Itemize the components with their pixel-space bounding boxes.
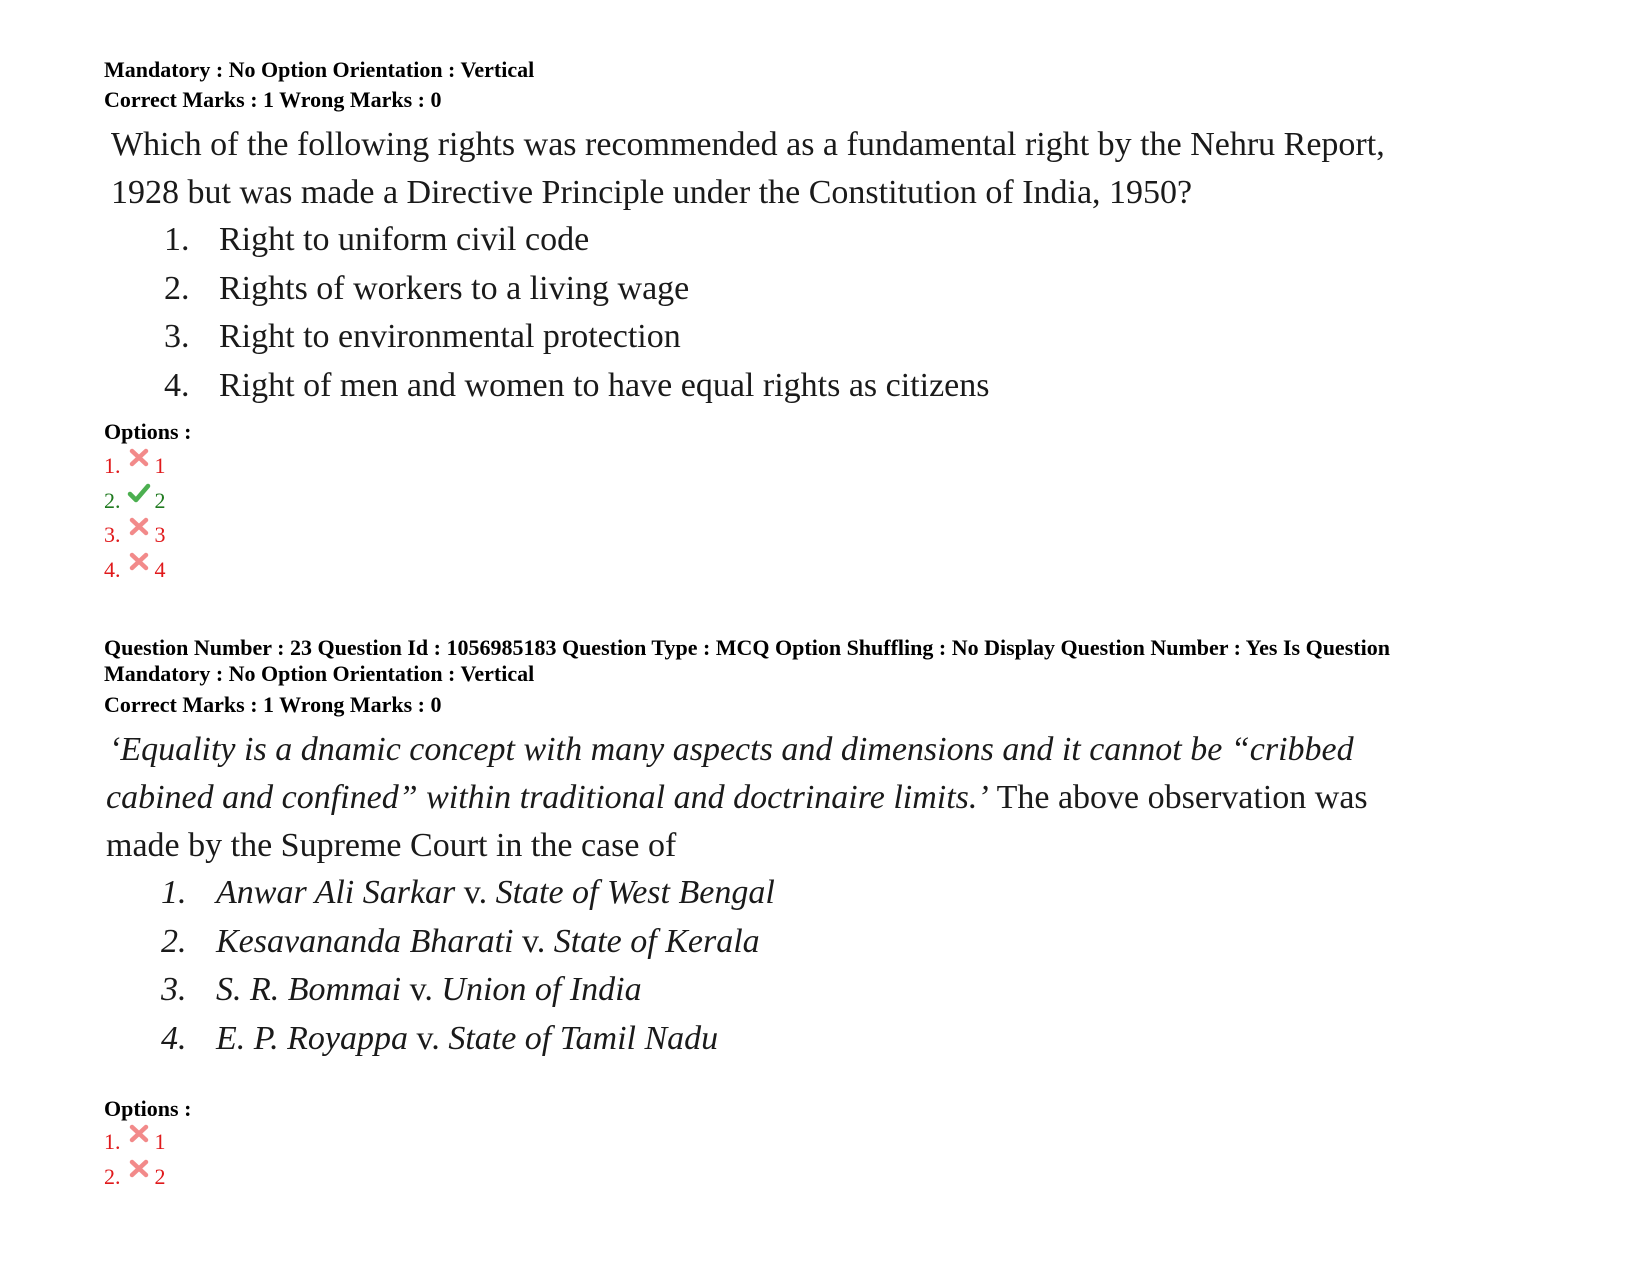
cross-icon <box>127 1158 151 1180</box>
q22-options-label: Options : <box>104 419 192 444</box>
q22-statement-4 <box>164 362 989 411</box>
case-number: 4. <box>161 1019 187 1057</box>
cross-icon <box>127 447 151 469</box>
statement-number: 1. <box>164 221 190 258</box>
cross-icon <box>127 516 151 538</box>
option-number: 2. <box>104 1164 121 1189</box>
case-versus: v. <box>408 1019 449 1057</box>
case-party-2: State of Kerala <box>553 922 760 960</box>
q22-statement-1 <box>164 216 989 265</box>
statement-text: Right to uniform civil code <box>219 221 590 258</box>
q23-option-1[interactable] <box>104 1127 166 1157</box>
q23-meta-mandatory: Mandatory : No Option Orientation : Vertical <box>104 661 535 686</box>
q22-statement-3 <box>164 313 989 362</box>
option-value: 2 <box>154 488 166 513</box>
option-number: 2. <box>104 488 121 513</box>
case-party-2: State of Tamil Nadu <box>448 1019 719 1057</box>
q22-stem-line-1: Which of the following rights was recommended as a fundamental right by the Nehru Report, <box>111 126 1385 163</box>
q22-statement-2 <box>164 265 989 314</box>
q23-options-label: Options : <box>104 1096 192 1121</box>
case-number: 1. <box>161 874 187 911</box>
case-party-1: Kesavananda Bharati <box>216 922 514 960</box>
option-number: 1. <box>104 453 121 478</box>
case-party-2: Union of India <box>441 971 642 1008</box>
q23-case-2 <box>161 918 775 967</box>
q23-quote-end: cabined and confined” within traditional and doctrinaire limits.’ <box>106 779 989 816</box>
q22-stem-line-2: 1928 but was made a Directive Principle under the Constitution of India, 1950? <box>111 174 1193 211</box>
option-number: 3. <box>104 522 121 547</box>
statement-number: 4. <box>164 366 190 404</box>
case-party-2: State of West Bengal <box>495 874 775 911</box>
case-versus: v. <box>513 922 554 960</box>
statement-text: Right of men and women to have equal rights as citizens <box>219 366 990 404</box>
q23-stem-line-3: made by the Supreme Court in the case of <box>106 827 677 864</box>
q22-option-1[interactable] <box>104 451 166 481</box>
q23-meta-header: Question Number : 23 Question Id : 1056985183 Question Type : MCQ Option Shuffling : No Display Question Number : Yes Is Question <box>104 635 1390 660</box>
statement-number: 3. <box>164 318 190 355</box>
option-value: 3 <box>154 522 166 547</box>
q22-meta-mandatory: Mandatory : No Option Orientation : Vertical <box>104 57 535 82</box>
option-value: 1 <box>154 1129 166 1154</box>
cross-icon <box>127 1123 151 1145</box>
q22-statement-list <box>164 216 989 410</box>
q22-option-4[interactable] <box>104 555 166 585</box>
cross-icon <box>127 551 151 573</box>
q23-case-3 <box>161 966 775 1015</box>
q22-meta-marks: Correct Marks : 1 Wrong Marks : 0 <box>104 87 442 112</box>
case-versus: v. <box>455 874 496 911</box>
q23-case-4 <box>161 1015 775 1064</box>
check-icon <box>127 482 151 504</box>
q22-option-2[interactable] <box>104 486 166 516</box>
case-party-1: E. P. Royappa <box>216 1019 409 1057</box>
option-number: 4. <box>104 557 121 582</box>
case-number: 3. <box>161 971 187 1008</box>
option-value: 2 <box>154 1164 166 1189</box>
option-number: 1. <box>104 1129 121 1154</box>
case-party-1: Anwar Ali Sarkar <box>216 874 456 911</box>
q23-stem-line-2 <box>106 774 1368 822</box>
case-party-1: S. R. Bommai <box>216 971 402 1008</box>
q23-case-list <box>161 869 775 1063</box>
q23-stem-line-1: ‘Equality is a dnamic concept with many aspects and dimensions and it cannot be “cribbed <box>109 731 1354 768</box>
option-value: 1 <box>154 453 166 478</box>
statement-text: Rights of workers to a living wage <box>219 269 690 307</box>
statement-number: 2. <box>164 269 190 307</box>
option-value: 4 <box>154 557 166 582</box>
q23-case-1 <box>161 869 775 918</box>
q23-option-2[interactable] <box>104 1162 166 1192</box>
q22-option-3[interactable] <box>104 520 166 550</box>
case-versus: v. <box>401 971 442 1008</box>
case-number: 2. <box>161 922 187 960</box>
q23-stem-text: The above observation was <box>988 779 1368 816</box>
q23-meta-marks: Correct Marks : 1 Wrong Marks : 0 <box>104 692 442 717</box>
statement-text: Right to environmental protection <box>219 318 681 355</box>
